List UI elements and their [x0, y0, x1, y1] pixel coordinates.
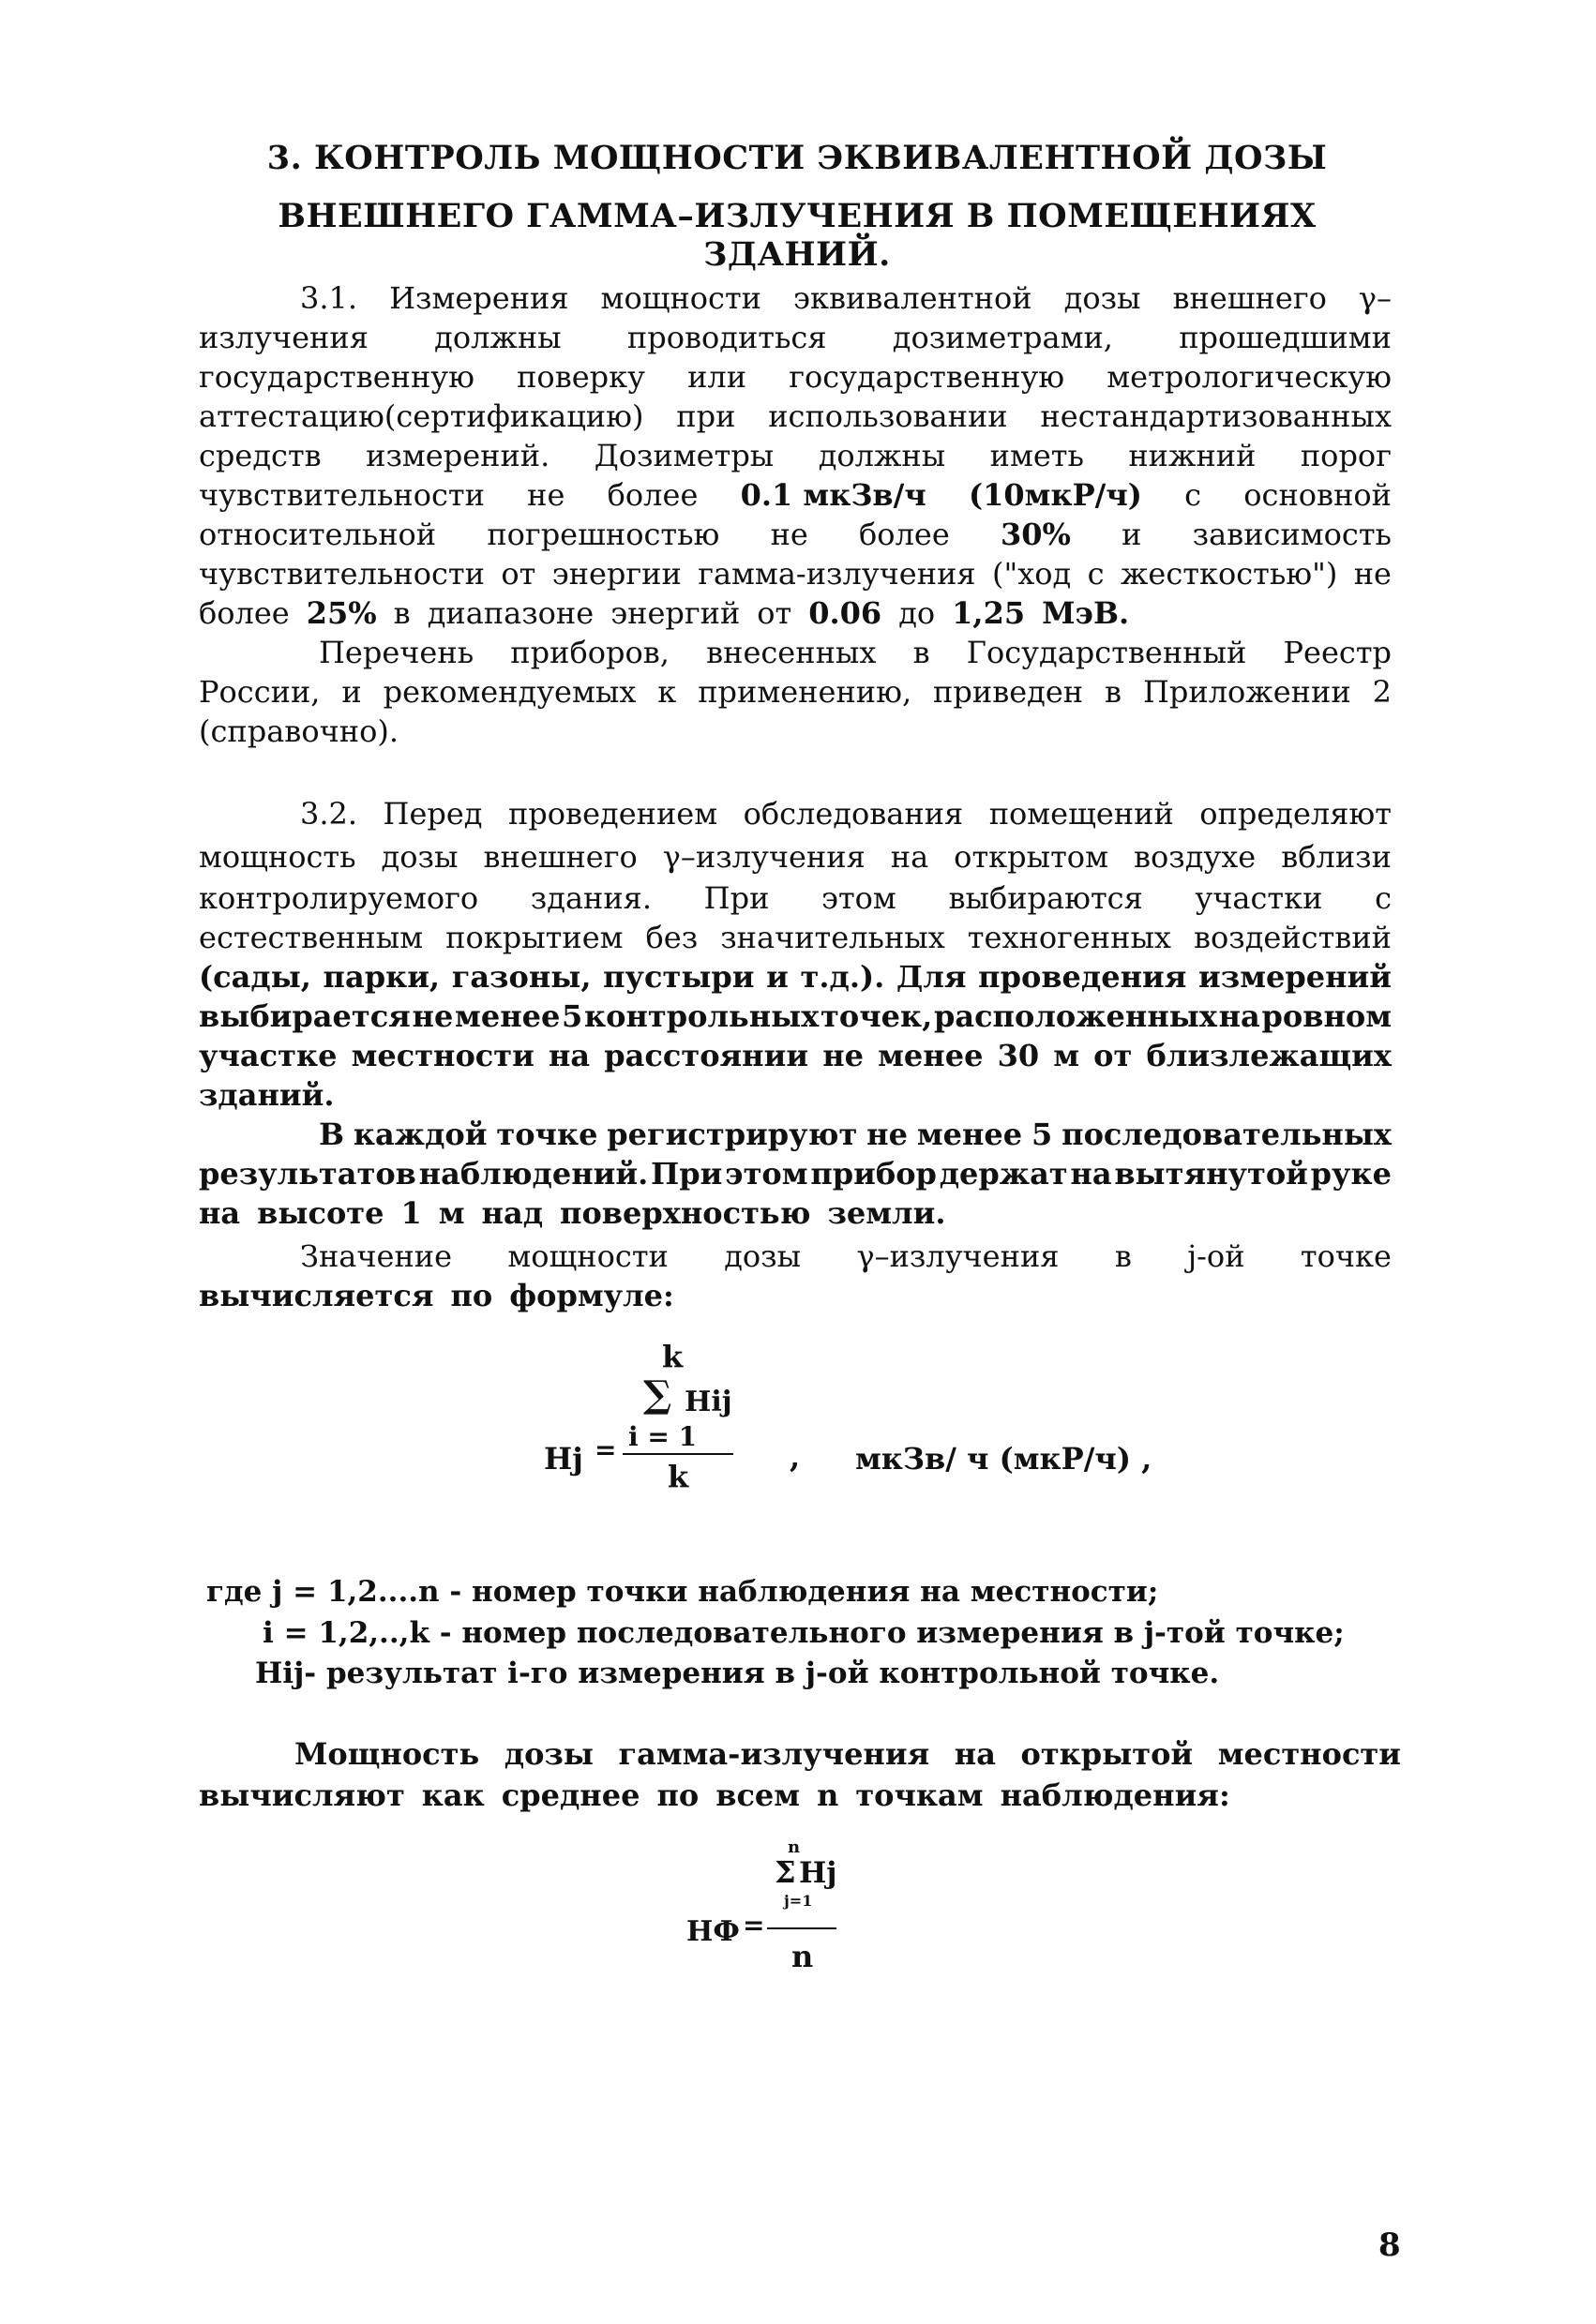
- word: контролируемого: [199, 880, 479, 916]
- word: j-ой: [1187, 1238, 1245, 1274]
- denominator: n: [791, 1939, 814, 1974]
- word: без: [645, 920, 699, 955]
- word: γ–: [1358, 280, 1392, 316]
- word: в: [1105, 674, 1122, 710]
- word: контрольных: [584, 998, 820, 1034]
- word: или: [687, 359, 747, 395]
- word: должны: [434, 320, 562, 355]
- word: дозиметрами,: [892, 320, 1113, 355]
- paragraph-line: [199, 957, 1392, 997]
- word: открытом: [954, 839, 1108, 875]
- word: Для: [896, 959, 967, 995]
- word: результатов: [199, 1156, 416, 1192]
- word: высоте: [257, 1195, 384, 1231]
- word: дозы: [504, 1736, 594, 1772]
- word: от: [1093, 1038, 1133, 1073]
- word: (10мкР/ч): [968, 477, 1142, 513]
- word: 1,25: [952, 595, 1026, 631]
- word: покрытием: [445, 920, 624, 955]
- word: этом: [725, 1156, 808, 1192]
- word: значительных: [720, 920, 945, 955]
- word: При: [703, 880, 770, 916]
- paragraph-line: [319, 633, 1392, 672]
- word: в: [393, 595, 411, 631]
- word: 5: [1031, 1117, 1053, 1152]
- word: парки,: [323, 959, 441, 995]
- word: энергии: [551, 556, 682, 592]
- paragraph-line: [199, 837, 1392, 877]
- legend-line: i = 1,2,..,k - номер последовательного измерения в j-той точке;: [263, 1616, 1345, 1650]
- word: рекомендуемых: [383, 674, 637, 710]
- word: мощность: [199, 839, 356, 875]
- word: 3.2.: [300, 796, 358, 832]
- word: n: [817, 1777, 839, 1813]
- word: мощности: [507, 1238, 669, 1274]
- word: погрешностью: [487, 517, 720, 552]
- word: иметь: [989, 438, 1084, 473]
- formula-units: мкЗв/ ч (мкР/ч) ,: [855, 1441, 1152, 1477]
- word: в: [912, 635, 930, 670]
- word: с: [1184, 477, 1202, 513]
- word: точке: [496, 1117, 598, 1152]
- word: над: [481, 1195, 544, 1231]
- word: руке: [1310, 1156, 1392, 1192]
- word: пустыри: [603, 959, 755, 995]
- word: 0.1 мкЗв/ч: [740, 477, 926, 513]
- word: Реестр: [1283, 635, 1392, 670]
- word: участки: [1195, 880, 1323, 916]
- word: мощности: [600, 280, 761, 316]
- word: Дозиметры: [594, 438, 775, 473]
- word: России,: [199, 674, 321, 710]
- paragraph-line: [300, 794, 1392, 833]
- paragraph-line: [300, 1237, 1392, 1276]
- word: поверку: [517, 359, 645, 395]
- word: более: [607, 477, 699, 513]
- word: воздействий: [1193, 920, 1392, 955]
- word: м: [1053, 1038, 1080, 1073]
- word: порог: [1300, 438, 1392, 473]
- word: точек,: [821, 998, 933, 1034]
- word: внешнего: [483, 839, 638, 875]
- word: основной: [1243, 477, 1392, 513]
- sum-term: Hj: [799, 1856, 837, 1890]
- word: помещений: [988, 796, 1174, 832]
- word: от: [757, 595, 792, 631]
- word: не: [412, 998, 454, 1034]
- sum-lower-limit: i = 1: [628, 1421, 698, 1452]
- word: внешнего: [1172, 280, 1327, 316]
- denominator: k: [668, 1459, 689, 1494]
- word: по: [656, 1777, 700, 1813]
- sigma-symbol: ∑: [643, 1372, 672, 1417]
- word: чувствительности: [199, 556, 485, 592]
- word: среднее: [501, 1777, 640, 1813]
- paragraph-line: [300, 278, 1392, 318]
- word: относительной: [199, 517, 437, 552]
- word: менее: [878, 1038, 984, 1073]
- word: не: [770, 517, 808, 552]
- word: последовательных: [1061, 1117, 1392, 1152]
- word: вычисляется: [199, 1278, 434, 1313]
- paragraph-line: [199, 1036, 1392, 1075]
- sum-term: Hij: [685, 1386, 732, 1418]
- word: на: [954, 1736, 996, 1772]
- sum-upper-limit: n: [788, 1837, 801, 1857]
- word: γ–излучения: [662, 839, 866, 875]
- word: МэВ.: [1042, 595, 1130, 631]
- word: расположенных: [933, 998, 1217, 1034]
- word: (сады,: [199, 959, 311, 995]
- word: государственную: [789, 359, 1065, 395]
- word: 25%: [306, 595, 377, 631]
- formula-comma: ,: [790, 1439, 801, 1475]
- word: Приложении: [1142, 674, 1351, 710]
- word: 30: [997, 1038, 1040, 1073]
- word: с: [1375, 880, 1392, 916]
- word: эквивалентной: [793, 280, 1032, 316]
- word: должны: [818, 438, 946, 473]
- paragraph-line: [199, 1276, 1392, 1315]
- word: измерений.: [366, 438, 550, 473]
- word: поверхностью: [560, 1195, 811, 1231]
- word: техногенных: [967, 920, 1171, 955]
- paragraph-line: [199, 475, 1392, 515]
- page-number: 8: [1378, 2227, 1401, 2264]
- word: приборов,: [510, 635, 670, 670]
- word: естественным: [199, 920, 424, 955]
- word: местности: [351, 1038, 535, 1073]
- word: использовании: [768, 398, 1008, 434]
- word: м: [438, 1195, 465, 1231]
- word: 0.06: [808, 595, 882, 631]
- word: менее: [455, 998, 561, 1034]
- word: обследования: [743, 796, 964, 832]
- word: диапазоне: [427, 595, 595, 631]
- word: до: [898, 595, 936, 631]
- sum-upper-limit: k: [662, 1339, 684, 1374]
- word: участке: [199, 1038, 338, 1073]
- paragraph-line: [199, 1193, 1392, 1233]
- word: дозы: [724, 1238, 802, 1274]
- word: нестандартизованных: [1040, 398, 1392, 434]
- equals-sign: =: [595, 1434, 617, 1465]
- word: этом: [821, 880, 896, 916]
- paragraph-line: [199, 357, 1392, 397]
- word: вытянутой: [1114, 1156, 1308, 1192]
- word: точке: [1300, 1238, 1392, 1274]
- word: более: [199, 595, 290, 631]
- legend-line: где j = 1,2....n - номер точки наблюдения на местности;: [206, 1575, 1159, 1609]
- word: 5: [562, 998, 583, 1034]
- word: не: [822, 1038, 864, 1073]
- word: государственную: [199, 359, 474, 395]
- word: Мощность: [294, 1736, 480, 1772]
- word: метрологическую: [1107, 359, 1392, 395]
- word: В: [319, 1117, 345, 1152]
- word: Перед: [383, 796, 483, 832]
- paragraph-line: [199, 515, 1392, 554]
- word: гамма-излучения: [698, 556, 976, 592]
- paragraph-line: [199, 554, 1392, 593]
- word: При: [651, 1156, 723, 1192]
- word: зависимость: [1192, 517, 1392, 552]
- equals-sign: =: [743, 1910, 765, 1941]
- word: нижний: [1128, 438, 1257, 473]
- word: не: [866, 1117, 908, 1152]
- fraction-bar: [767, 1927, 836, 1929]
- word: на: [1218, 998, 1260, 1034]
- word: ("ход: [991, 556, 1072, 592]
- legend-line: Hij- результат i-го измерения в j-ой контрольной точке.: [255, 1657, 1220, 1690]
- paragraph-line: [199, 918, 1392, 957]
- paragraph-line: [199, 397, 1392, 436]
- word: прибор: [810, 1156, 937, 1192]
- word: зданий.: [199, 1077, 335, 1113]
- paragraph-line: [319, 1115, 1392, 1154]
- word: не: [527, 477, 565, 513]
- section-title-line2: ВНЕШНЕГО ГАММА–ИЗЛУЧЕНИЯ В ПОМЕЩЕНИЯХ ЗДАНИЙ.: [278, 197, 1317, 274]
- section-title-line1: 3. КОНТРОЛЬ МОЩНОСТИ ЭКВИВАЛЕНТНОЙ ДОЗЫ: [266, 139, 1328, 177]
- word: 3.1.: [300, 280, 358, 316]
- word: аттестацию(сертификацию): [199, 398, 644, 434]
- word: проведения: [978, 959, 1187, 995]
- word: энергий: [610, 595, 741, 631]
- word: γ–излучения: [856, 1238, 1060, 1274]
- formula-lhs: Hj: [544, 1441, 583, 1477]
- word: держат: [939, 1156, 1068, 1192]
- word: близлежащих: [1146, 1038, 1392, 1073]
- word: выбираются: [948, 880, 1143, 916]
- word: излучения: [199, 320, 369, 355]
- word: открытой: [1020, 1736, 1194, 1772]
- word: и: [341, 674, 362, 710]
- word: точкам: [855, 1777, 984, 1813]
- word: земли.: [827, 1195, 946, 1231]
- word: на: [890, 839, 929, 875]
- word: не: [1353, 556, 1392, 592]
- paragraph-line: [199, 997, 1392, 1036]
- word: вблизи: [1281, 839, 1392, 875]
- word: Значение: [300, 1238, 453, 1274]
- sum-lower-limit: j=1: [784, 1892, 813, 1910]
- paragraph-line: [199, 712, 1392, 751]
- word: в: [1114, 1238, 1132, 1274]
- word: всем: [715, 1777, 801, 1813]
- word: на: [199, 1195, 241, 1231]
- word: измерений: [1198, 959, 1392, 995]
- paragraph-line: [199, 672, 1392, 712]
- paragraph-line: [199, 878, 1392, 918]
- word: формуле:: [509, 1278, 674, 1313]
- word: по: [450, 1278, 493, 1313]
- word: и: [766, 959, 789, 995]
- word: менее: [916, 1117, 1023, 1152]
- word: наблюдений.: [418, 1156, 649, 1192]
- word: дозы: [1063, 280, 1141, 316]
- word: выбирается: [199, 998, 411, 1034]
- word: воздухе: [1133, 839, 1257, 875]
- word: как: [421, 1777, 485, 1813]
- formula-lhs: HФ: [686, 1915, 740, 1948]
- paragraph-line: [294, 1734, 1401, 1774]
- word: т.д.).: [800, 959, 885, 995]
- paragraph-line: [199, 436, 1392, 475]
- fraction-bar: [623, 1453, 733, 1455]
- word: на: [1070, 1156, 1112, 1192]
- word: прошедшими: [1179, 320, 1392, 355]
- word: каждой: [353, 1117, 488, 1152]
- paragraph-line: [199, 1075, 1392, 1115]
- paragraph-line: [199, 593, 1392, 633]
- word: вычисляют: [199, 1777, 405, 1813]
- word: к: [657, 674, 677, 710]
- word: местности: [1217, 1736, 1401, 1772]
- word: 2: [1372, 674, 1392, 710]
- word: (справочно).: [199, 713, 399, 749]
- word: дозы: [381, 839, 459, 875]
- word: при: [676, 398, 736, 434]
- word: гамма-излучения: [618, 1736, 930, 1772]
- word: от: [501, 556, 536, 592]
- paragraph-line: [199, 1154, 1392, 1193]
- sigma-symbol: Σ: [775, 1854, 796, 1890]
- word: чувствительности: [199, 477, 485, 513]
- word: применению,: [698, 674, 912, 710]
- word: расстоянии: [604, 1038, 809, 1073]
- word: здания.: [530, 880, 653, 916]
- word: газоны,: [451, 959, 592, 995]
- word: проведением: [507, 796, 718, 832]
- word: более: [859, 517, 950, 552]
- word: внесенных: [706, 635, 877, 670]
- word: регистрируют: [607, 1117, 858, 1152]
- word: проводиться: [626, 320, 827, 355]
- word: жесткостью"): [1120, 556, 1338, 592]
- word: на: [548, 1038, 591, 1073]
- word: определяют: [1199, 796, 1392, 832]
- paragraph-line: [199, 1776, 1392, 1815]
- word: Государственный: [966, 635, 1247, 670]
- word: 30%: [1000, 517, 1071, 552]
- word: средств: [199, 438, 322, 473]
- word: 1: [400, 1195, 422, 1231]
- word: ровном: [1261, 998, 1392, 1034]
- word: с: [1087, 556, 1105, 592]
- paragraph-line: [199, 318, 1392, 357]
- word: Измерения: [389, 280, 569, 316]
- word: наблюдения:: [1000, 1777, 1230, 1813]
- word: Перечень: [319, 635, 474, 670]
- word: приведен: [933, 674, 1084, 710]
- word: и: [1122, 517, 1142, 552]
